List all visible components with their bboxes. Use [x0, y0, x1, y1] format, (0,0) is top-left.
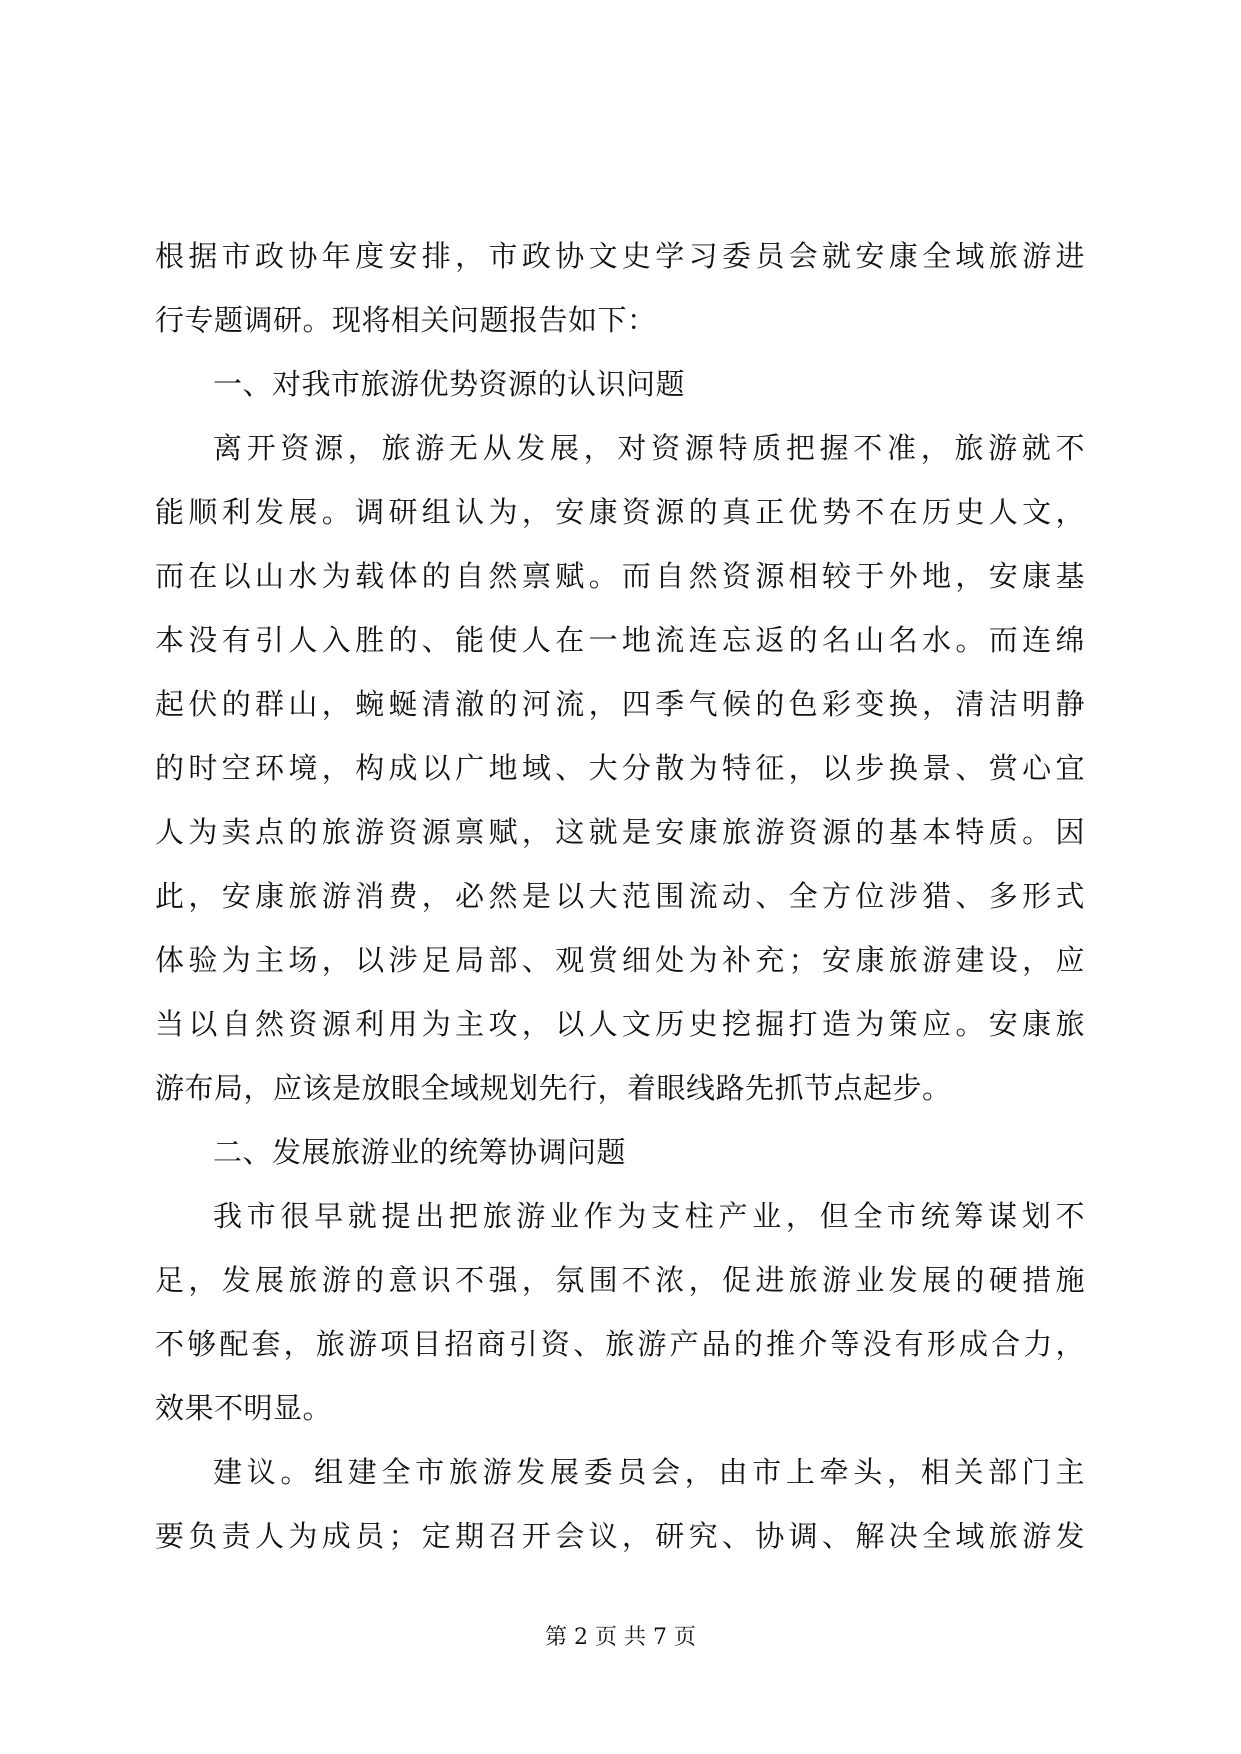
- body-line: 离开资源，旅游无从发展，对资源特质把握不准，旅游就不: [213, 431, 1085, 465]
- page-number-footer: 第 2 页 共 7 页: [545, 1625, 696, 1650]
- body-line: 的时空环境，构成以广地域、大分散为特征，以步换景、赏心宜: [155, 751, 1085, 785]
- body-line: 我市很早就提出把旅游业作为支柱产业，但全市统筹谋划不: [213, 1199, 1085, 1233]
- body-line: 根据市政协年度安排，市政协文史学习委员会就安康全域旅游进: [155, 239, 1085, 273]
- document-body: [155, 224, 1085, 1568]
- body-line: 建议。组建全市旅游发展委员会，由市上牵头，相关部门主: [213, 1455, 1085, 1489]
- body-line: 要负责人为成员；定期召开会议，研究、协调、解决全域旅游发: [155, 1519, 1085, 1553]
- body-line: 体验为主场，以涉足局部、观赏细处为补充；安康旅游建设，应: [155, 943, 1085, 977]
- body-line: 能顺利发展。调研组认为，安康资源的真正优势不在历史人文，: [155, 495, 1085, 529]
- body-line: 本没有引人入胜的、能使人在一地流连忘返的名山名水。而连绵: [155, 623, 1085, 657]
- body-line: 足，发展旅游的意识不强，氛围不浓，促进旅游业发展的硬措施: [155, 1263, 1085, 1297]
- body-line: 不够配套，旅游项目招商引资、旅游产品的推介等没有形成合力，: [155, 1327, 1085, 1361]
- body-line: 而在以山水为载体的自然禀赋。而自然资源相较于外地，安康基: [155, 559, 1085, 593]
- section-heading: 二、发展旅游业的统筹协调问题: [213, 1135, 627, 1169]
- body-line: 效果不明显。: [155, 1391, 333, 1425]
- section-heading: 一、对我市旅游优势资源的认识问题: [213, 367, 686, 401]
- body-line: 人为卖点的旅游资源禀赋，这就是安康旅游资源的基本特质。因: [155, 815, 1085, 849]
- body-line: 此，安康旅游消费，必然是以大范围流动、全方位涉猎、多形式: [155, 879, 1085, 913]
- body-line: 当以自然资源利用为主攻，以人文历史挖掘打造为策应。安康旅: [155, 1007, 1085, 1041]
- body-line: 起伏的群山，蜿蜒清澈的河流，四季气候的色彩变换，清洁明静: [155, 687, 1085, 721]
- body-line: 行专题调研。现将相关问题报告如下：: [155, 303, 657, 337]
- body-line: 游布局，应该是放眼全域规划先行，着眼线路先抓节点起步。: [155, 1071, 952, 1105]
